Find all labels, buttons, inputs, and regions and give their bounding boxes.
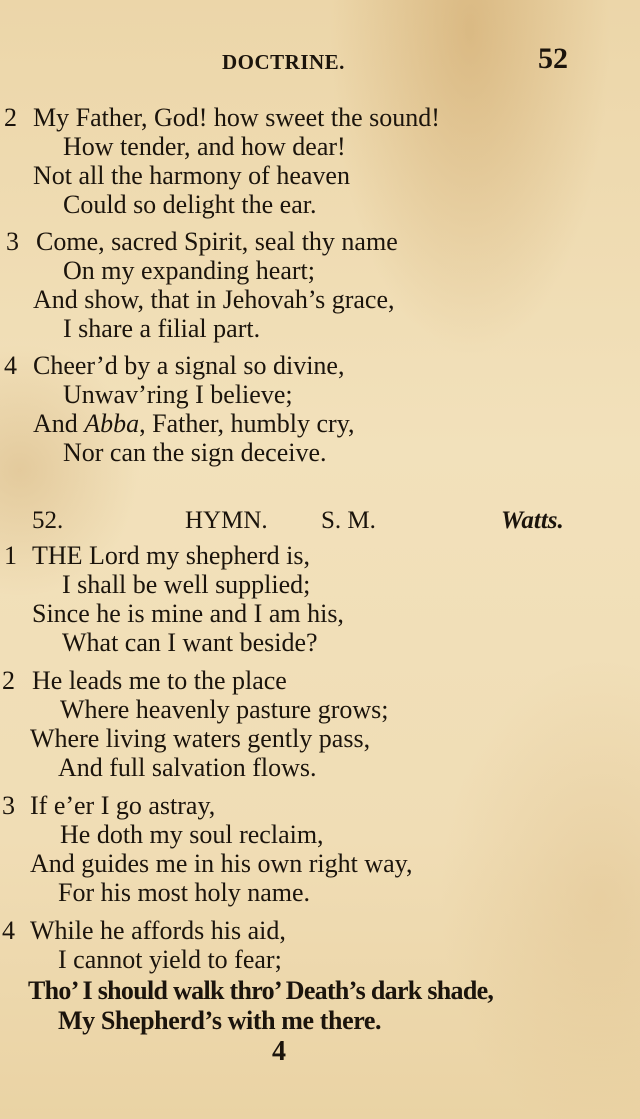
stanza-number: 4 (2, 916, 15, 945)
verse-line: If e’er I go astray, (30, 791, 216, 820)
hymn-title: HYMN. (185, 507, 268, 534)
verse-line: And full salvation flows. (58, 753, 317, 782)
stanza-number: 3 (6, 227, 19, 256)
verse-line: How tender, and how dear! (63, 132, 346, 161)
verse-line: He doth my soul reclaim, (60, 820, 324, 849)
stanza-number: 3 (2, 791, 15, 820)
verse-line: He leads me to the place (32, 666, 287, 695)
verse-line: For his most holy name. (58, 878, 311, 907)
verse-line: Since he is mine and I am his, (32, 599, 344, 628)
running-head: DOCTRINE. (222, 50, 345, 74)
verse-line: On my expanding heart; (63, 256, 315, 285)
verse-line: Unwav’ring I believe; (63, 380, 293, 409)
verse-line: What can I want beside? (62, 628, 318, 657)
verse-line: Not all the harmony of heaven (33, 161, 350, 190)
verse-line: Tho’ I should walk thro’ Death’s dark shade, (28, 976, 494, 1005)
verse-line-rest: , Father, humbly cry, (139, 409, 355, 438)
verse-line: Where heavenly pasture grows; (60, 695, 389, 724)
verse-line: And guides me in his own right way, (30, 849, 413, 878)
stanza-number: 4 (4, 351, 17, 380)
stanza-number: 2 (2, 666, 15, 695)
page-number: 52 (538, 42, 568, 75)
verse-line: While he affords his aid, (30, 916, 286, 945)
verse-line: Cheer’d by a signal so divine, (33, 351, 345, 380)
verse-line (33, 409, 355, 439)
signature-mark: 4 (272, 1036, 286, 1067)
verse-line: I share a filial part. (63, 314, 261, 343)
verse-line: Come, sacred Spirit, seal thy name (36, 227, 398, 256)
hymn-meter: S. M. (321, 507, 376, 534)
verse-line: My Shepherd’s with me there. (58, 1006, 382, 1035)
verse-line: Nor can the sign deceive. (63, 438, 327, 467)
verse-line-start: And (33, 409, 85, 438)
verse-line: I cannot yield to fear; (58, 945, 282, 974)
hymn-number: 52. (32, 507, 64, 534)
verse-line: THE Lord my shepherd is, (32, 541, 311, 570)
verse-line: Where living waters gently pass, (30, 724, 371, 753)
verse-line: My Father, God! how sweet the sound! (33, 103, 440, 132)
stanza-number: 1 (4, 541, 17, 570)
hymn-author: Watts. (501, 507, 564, 534)
hymn-heading (32, 505, 582, 537)
verse-line: I shall be well supplied; (62, 570, 311, 599)
verse-line: Could so delight the ear. (63, 190, 317, 219)
verse-line: And show, that in Jehovah’s grace, (33, 285, 395, 314)
stanza-number: 2 (4, 103, 17, 132)
italic-word: Abba (84, 409, 140, 438)
